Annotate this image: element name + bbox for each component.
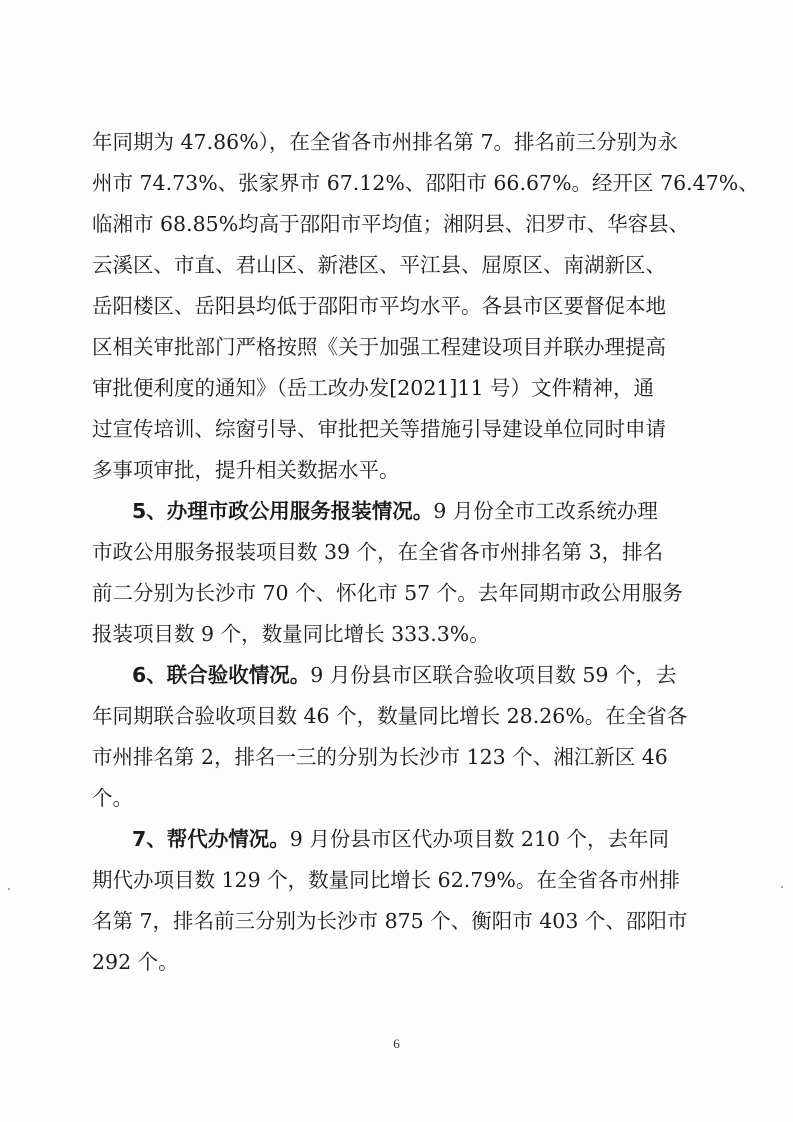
scan-speck <box>8 888 10 890</box>
paragraph-line: 区相关审批部门严格按照《关于加强工程建设项目并联办理提高 <box>92 335 666 359</box>
section5-first-line-text: 9 月份全市工改系统办理 <box>433 499 658 523</box>
paragraph-line: 审批便利度的通知》（岳工改办发[2021]11 号）文件精神，通 <box>92 376 655 400</box>
section7-line: 292 个。 <box>92 950 179 974</box>
section5-heading: 5、办理市政公用服务报装情况。 <box>132 499 434 523</box>
section6-line: 年同期联合验收项目数 46 个，数量同比增长 28.26%。在全省各 <box>92 704 688 728</box>
scan-speck <box>781 886 783 888</box>
section5-line: 报装项目数 9 个，数量同比增长 333.3%。 <box>92 622 490 646</box>
paragraph-line: 年同期为 47.86%），在全省各市州排名第 7。排名前三分别为永 <box>92 130 678 154</box>
paragraph-line: 多事项审批，提升相关数据水平。 <box>92 458 400 482</box>
section6-first-line-text: 9 月份县市区联合验收项目数 59 个，去 <box>310 663 677 687</box>
section7-line: 期代办项目数 129 个，数量同比增长 62.79%。在全省各市州排 <box>92 868 680 892</box>
paragraph-line: 过宣传培训、综窗引导、审批把关等措施引导建设单位同时申请 <box>92 417 666 441</box>
section5-line: 市政公用服务报装项目数 39 个，在全省各市州排名第 3，排名 <box>92 540 664 564</box>
section6-line: 个。 <box>92 786 133 810</box>
paragraph-line: 岳阳楼区、岳阳县均低于邵阳市平均水平。各县市区要督促本地 <box>92 294 666 318</box>
section5-line: 前二分别为长沙市 70 个、怀化市 57 个。去年同期市政公用服务 <box>92 581 683 605</box>
section6-first-line <box>0 655 793 695</box>
section6-line: 市州排名第 2，排名一三的分别为长沙市 123 个、湘江新区 46 <box>92 745 668 769</box>
section7-first-line-text: 9 月份县市区代办项目数 210 个，去年同 <box>289 827 669 851</box>
paragraph-line: 州市 74.73%、张家界市 67.12%、邵阳市 66.67%。经开区 76.47%、 <box>92 171 759 195</box>
section6-heading: 6、联合验收情况。 <box>132 663 311 687</box>
paragraph-line: 云溪区、市直、君山区、新港区、平江县、屈原区、南湖新区、 <box>92 253 666 277</box>
page-number: 6 <box>393 1036 400 1051</box>
section7-line: 名第 7，排名前三分别为长沙市 875 个、衡阳市 403 个、邵阳市 <box>92 909 688 933</box>
section7-heading: 7、帮代办情况。 <box>132 827 290 851</box>
paragraph-line: 临湘市 68.85%均高于邵阳市平均值；湘阴县、汨罗市、华容县、 <box>92 212 690 236</box>
section7-first-line <box>0 819 793 859</box>
section5-first-line <box>0 491 793 531</box>
